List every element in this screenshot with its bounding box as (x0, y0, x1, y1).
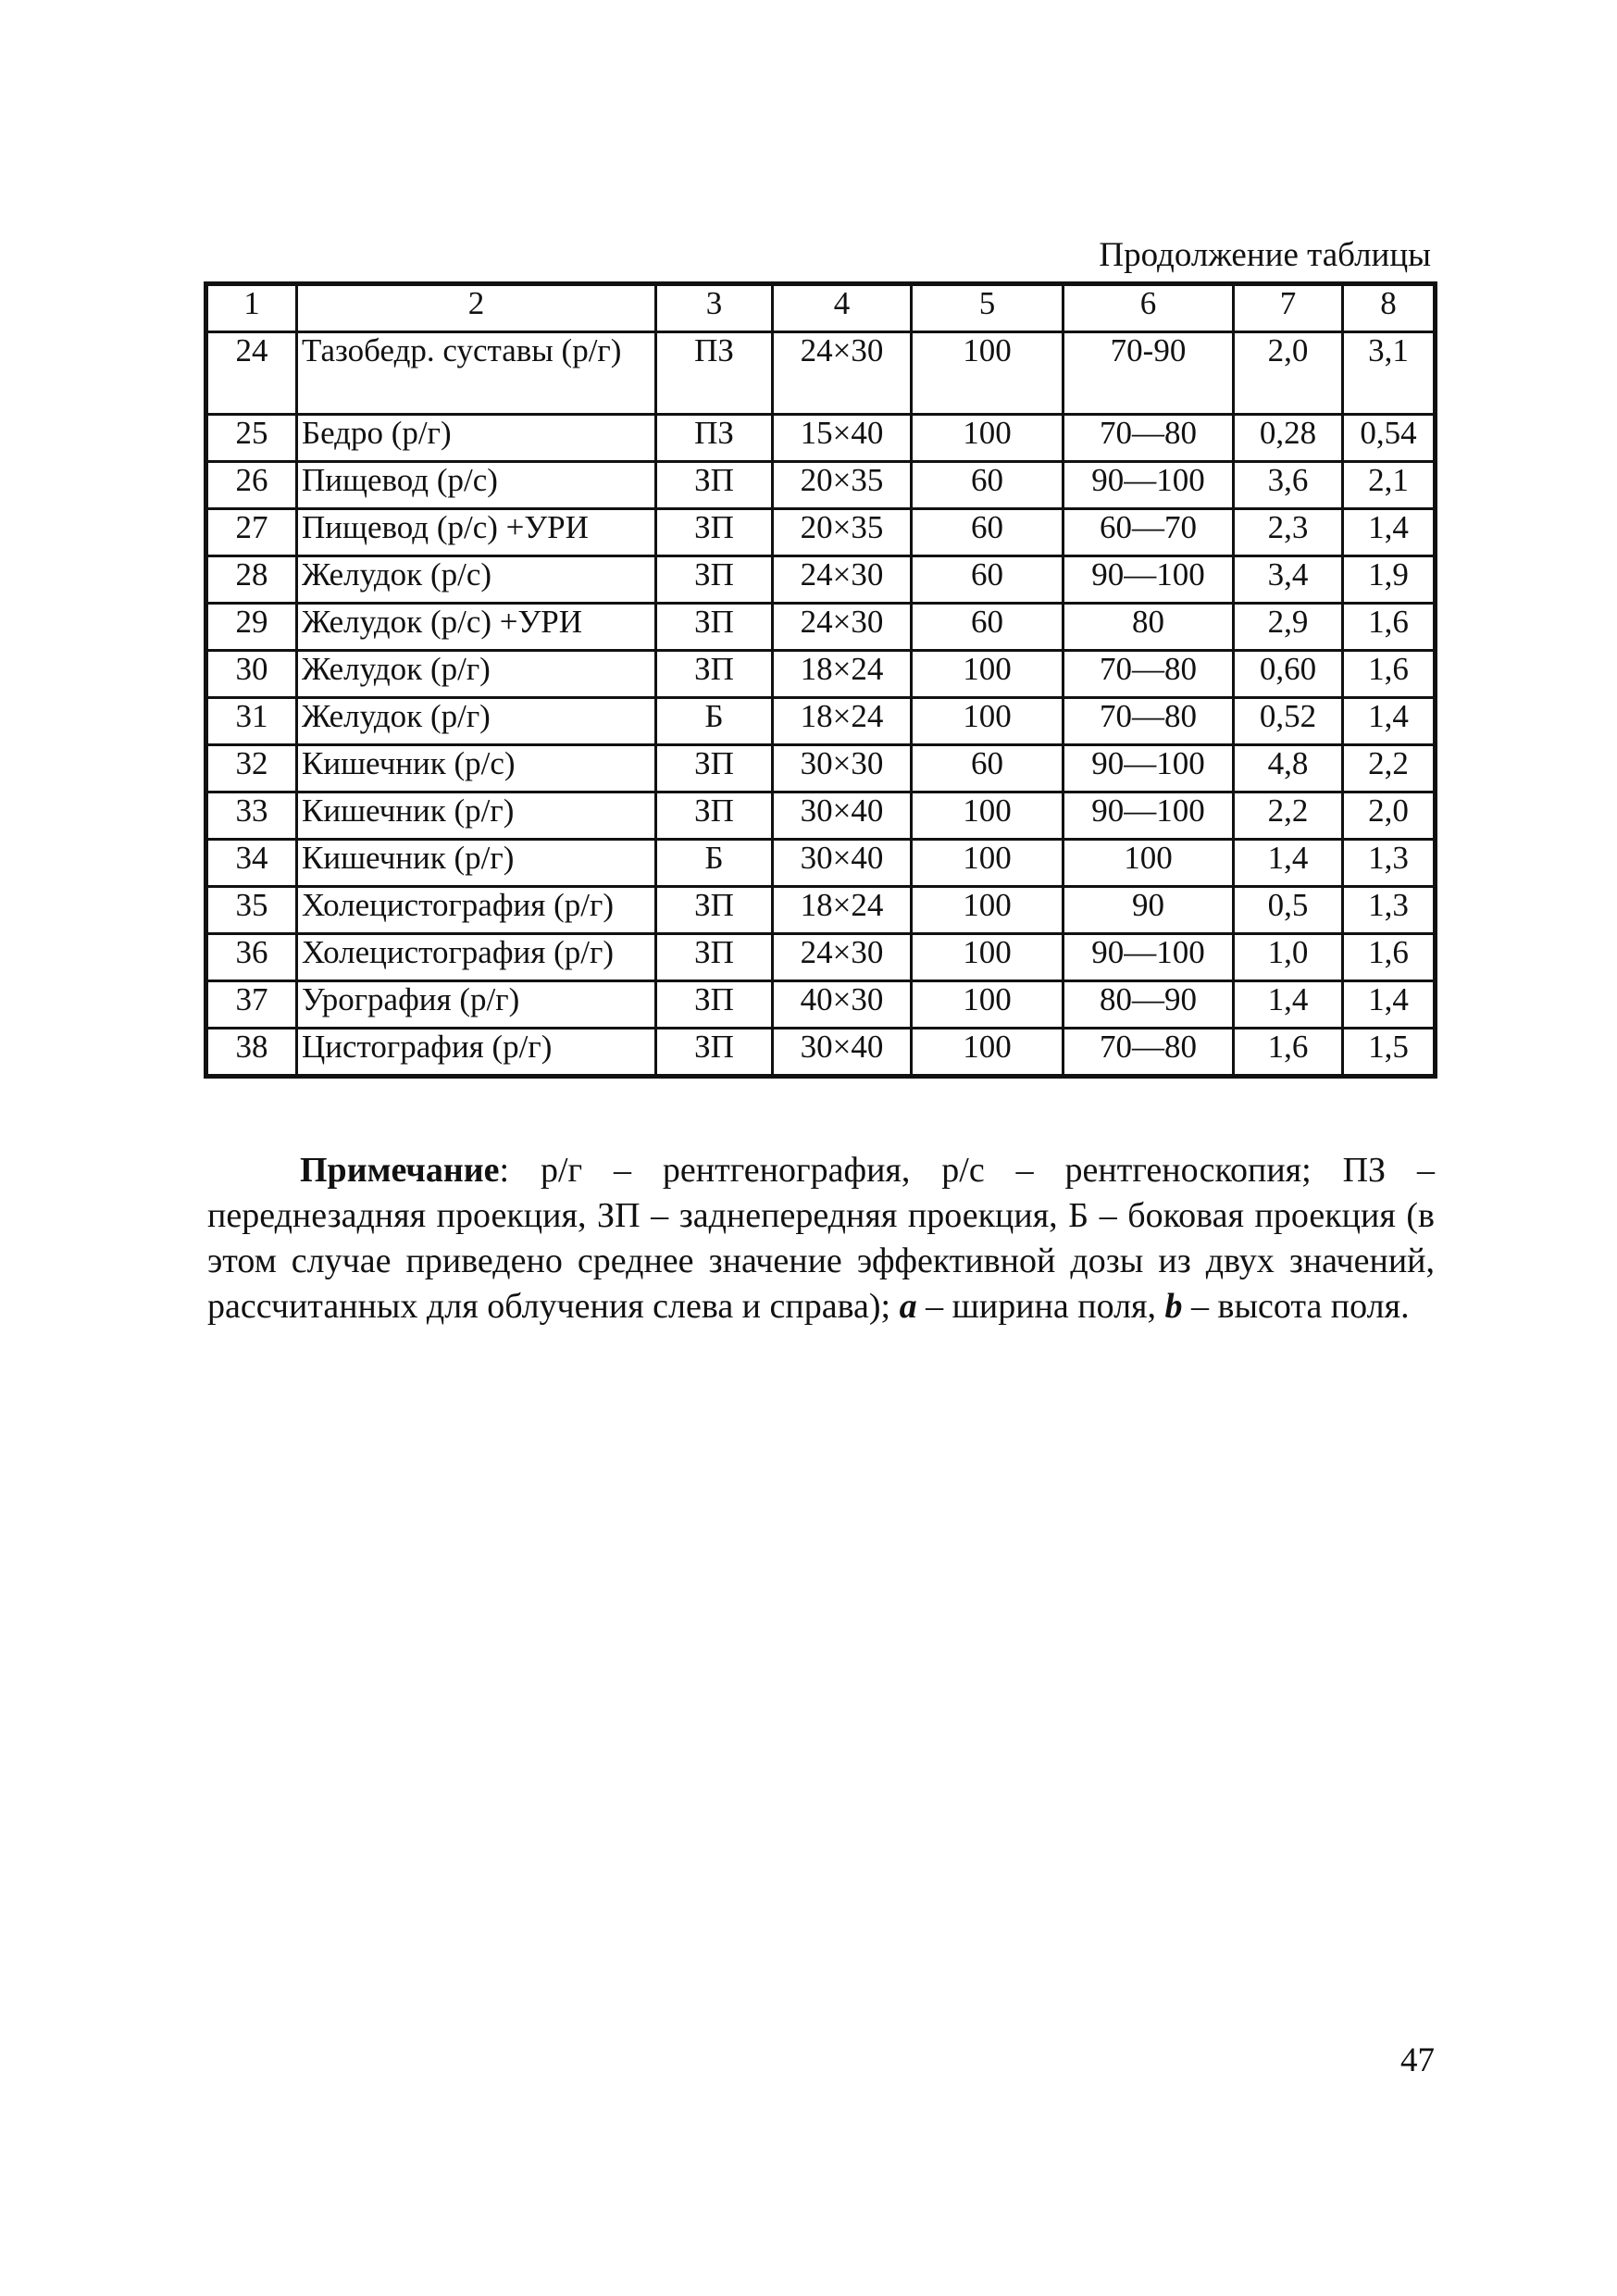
table-cell: 100 (1063, 840, 1234, 887)
column-header-4: 4 (773, 284, 912, 332)
table-cell: 1,5 (1343, 1029, 1436, 1077)
table-cell: 18×24 (773, 698, 912, 745)
table-cell: ЗП (656, 745, 773, 792)
table-cell: 70—80 (1063, 415, 1234, 462)
table-cell: 15×40 (773, 415, 912, 462)
table-cell: 1,4 (1343, 509, 1436, 556)
table-cell: 1,4 (1343, 981, 1436, 1029)
table-cell: 0,52 (1234, 698, 1343, 745)
table-cell: 30×40 (773, 1029, 912, 1077)
table-cell: 70—80 (1063, 651, 1234, 698)
table-cell: 3,4 (1234, 556, 1343, 604)
table-cell: 2,2 (1234, 792, 1343, 840)
table-cell: 18×24 (773, 651, 912, 698)
table-cell: 90—100 (1063, 934, 1234, 981)
table-cell: 24×30 (773, 332, 912, 415)
table-cell: 100 (912, 934, 1063, 981)
table-body (206, 284, 1436, 1077)
table-cell: 4,8 (1234, 745, 1343, 792)
table-cell: 0,60 (1234, 651, 1343, 698)
note-text-part3: – высота поля. (1182, 1287, 1410, 1326)
table-cell: 1,3 (1343, 887, 1436, 934)
table-cell: 60—70 (1063, 509, 1234, 556)
table-cell: ЗП (656, 981, 773, 1029)
table-cell: ЗП (656, 462, 773, 509)
table-row (206, 332, 1436, 415)
table-cell: 24×30 (773, 604, 912, 651)
table-cell: 1,9 (1343, 556, 1436, 604)
column-header-2: 2 (297, 284, 656, 332)
table-row (206, 509, 1436, 556)
table-cell: 29 (206, 604, 297, 651)
table-row (206, 840, 1436, 887)
table-row (206, 981, 1436, 1029)
column-header-7: 7 (1234, 284, 1343, 332)
table-cell: 36 (206, 934, 297, 981)
table-cell: 30×40 (773, 840, 912, 887)
table-cell: 1,6 (1343, 604, 1436, 651)
table-cell: 2,9 (1234, 604, 1343, 651)
table-row (206, 651, 1436, 698)
table-cell: 2,2 (1343, 745, 1436, 792)
table-cell: 0,28 (1234, 415, 1343, 462)
table-cell: 30 (206, 651, 297, 698)
table-cell: 3,6 (1234, 462, 1343, 509)
table-cell: ПЗ (656, 415, 773, 462)
table-cell: 1,4 (1343, 698, 1436, 745)
table-cell-examination: Кишечник (р/г) (297, 792, 656, 840)
table-cell: ЗП (656, 556, 773, 604)
table-row (206, 887, 1436, 934)
table-cell: 0,54 (1343, 415, 1436, 462)
table-cell-examination: Желудок (р/с) +УРИ (297, 604, 656, 651)
table-cell: 100 (912, 415, 1063, 462)
table-cell: 2,0 (1343, 792, 1436, 840)
column-header-5: 5 (912, 284, 1063, 332)
table-cell: 32 (206, 745, 297, 792)
table-cell-examination: Бедро (р/г) (297, 415, 656, 462)
table-cell: 70—80 (1063, 698, 1234, 745)
table-cell: 100 (912, 1029, 1063, 1077)
table-row (206, 604, 1436, 651)
table-row (206, 462, 1436, 509)
table-cell-examination: Тазобедр. суставы (р/г) (297, 332, 656, 415)
table-cell: ПЗ (656, 332, 773, 415)
table-cell: 90 (1063, 887, 1234, 934)
column-header-1: 1 (206, 284, 297, 332)
table-cell: 26 (206, 462, 297, 509)
table-cell-examination: Желудок (р/г) (297, 698, 656, 745)
table-cell: ЗП (656, 887, 773, 934)
table-cell: 100 (912, 981, 1063, 1029)
table-cell: ЗП (656, 934, 773, 981)
table-cell: 0,5 (1234, 887, 1343, 934)
table-cell: ЗП (656, 1029, 773, 1077)
table-cell-examination: Пищевод (р/с) (297, 462, 656, 509)
table-cell: 70—80 (1063, 1029, 1234, 1077)
table-row (206, 698, 1436, 745)
table-cell: 20×35 (773, 462, 912, 509)
table-cell: 1,6 (1234, 1029, 1343, 1077)
table-cell: ЗП (656, 604, 773, 651)
table-cell: 1,3 (1343, 840, 1436, 887)
dose-table (204, 281, 1437, 1079)
table-cell: 24×30 (773, 556, 912, 604)
table-cell: 35 (206, 887, 297, 934)
table-cell: 90—100 (1063, 745, 1234, 792)
table-cell: ЗП (656, 792, 773, 840)
table-cell: 60 (912, 509, 1063, 556)
note-text-part1: : р/г – рентгенография, р/с – рентгеноскопия; ПЗ – переднезадняя проекция, ЗП – заднепередняя проекция, Б – боковая проекция (в этом случае приведено среднее значение эффективной дозы из двух значений, рассчитанных для облучения слева и справа); (207, 1151, 1435, 1326)
table-cell: 1,6 (1343, 934, 1436, 981)
table-cell-examination: Кишечник (р/с) (297, 745, 656, 792)
table-cell: 60 (912, 556, 1063, 604)
table-row (206, 934, 1436, 981)
table-cell: 2,0 (1234, 332, 1343, 415)
page-number: 47 (1400, 2041, 1435, 2079)
table-cell: 80—90 (1063, 981, 1234, 1029)
table-cell-examination: Урография (р/г) (297, 981, 656, 1029)
table-cell: 1,4 (1234, 840, 1343, 887)
table-cell: 60 (912, 745, 1063, 792)
table-cell-examination: Кишечник (р/г) (297, 840, 656, 887)
table-cell: 80 (1063, 604, 1234, 651)
table-cell: 100 (912, 792, 1063, 840)
table-row (206, 745, 1436, 792)
table-cell: 24×30 (773, 934, 912, 981)
table-row (206, 792, 1436, 840)
column-header-8: 8 (1343, 284, 1436, 332)
table-continuation-caption: Продолжение таблицы (1099, 236, 1431, 274)
table-cell: 60 (912, 462, 1063, 509)
table-cell: 1,0 (1234, 934, 1343, 981)
table-header-row (206, 284, 1436, 332)
table-cell: 37 (206, 981, 297, 1029)
table-cell-examination: Пищевод (р/с) +УРИ (297, 509, 656, 556)
table-note (207, 1148, 1435, 1329)
table-cell: 1,6 (1343, 651, 1436, 698)
table-row (206, 556, 1436, 604)
table-cell: 70-90 (1063, 332, 1234, 415)
table-cell-examination: Желудок (р/г) (297, 651, 656, 698)
table-cell: 18×24 (773, 887, 912, 934)
table-cell: 33 (206, 792, 297, 840)
table-cell: 25 (206, 415, 297, 462)
table-cell: 31 (206, 698, 297, 745)
table-cell: 20×35 (773, 509, 912, 556)
note-label: Примечание (300, 1151, 500, 1190)
column-header-3: 3 (656, 284, 773, 332)
table-cell: 100 (912, 887, 1063, 934)
column-header-6: 6 (1063, 284, 1234, 332)
table-cell: 90—100 (1063, 792, 1234, 840)
table-cell: 30×30 (773, 745, 912, 792)
table-cell: 90—100 (1063, 556, 1234, 604)
table-cell: 24 (206, 332, 297, 415)
table-cell: 40×30 (773, 981, 912, 1029)
table-cell: 2,3 (1234, 509, 1343, 556)
table-cell: 38 (206, 1029, 297, 1077)
note-variable-b: b (1164, 1287, 1183, 1326)
table-cell: 1,4 (1234, 981, 1343, 1029)
table-cell-examination: Желудок (р/с) (297, 556, 656, 604)
table-cell: 100 (912, 698, 1063, 745)
table-cell: ЗП (656, 509, 773, 556)
table-cell: Б (656, 698, 773, 745)
table-row (206, 1029, 1436, 1077)
note-variable-a: a (899, 1287, 917, 1326)
table-row (206, 415, 1436, 462)
table-cell: 60 (912, 604, 1063, 651)
table-cell: 28 (206, 556, 297, 604)
table-cell: 100 (912, 651, 1063, 698)
table-cell-examination: Холецистография (р/г) (297, 887, 656, 934)
table-cell: 30×40 (773, 792, 912, 840)
table-cell-examination: Цистография (р/г) (297, 1029, 656, 1077)
table-cell: 100 (912, 840, 1063, 887)
table-cell: Б (656, 840, 773, 887)
note-text-part2: – ширина поля, (916, 1287, 1165, 1326)
table-cell: 2,1 (1343, 462, 1436, 509)
table-cell-examination: Холецистография (р/г) (297, 934, 656, 981)
table-cell: 3,1 (1343, 332, 1436, 415)
table-cell: 34 (206, 840, 297, 887)
table-cell: 100 (912, 332, 1063, 415)
table-cell: ЗП (656, 651, 773, 698)
table-cell: 27 (206, 509, 297, 556)
table-cell: 90—100 (1063, 462, 1234, 509)
